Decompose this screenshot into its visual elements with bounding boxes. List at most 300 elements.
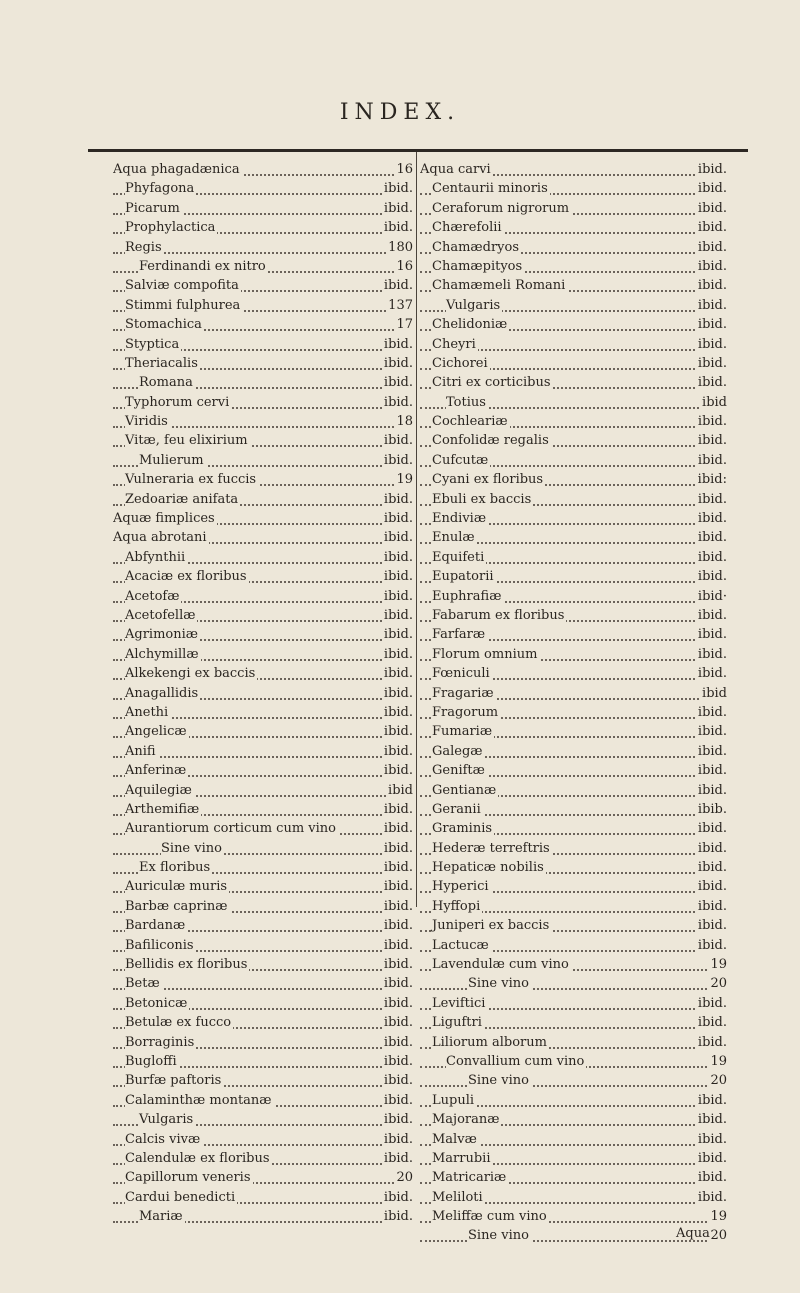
index-entry xyxy=(420,897,727,916)
index-entry xyxy=(113,1168,413,1187)
index-column-left xyxy=(113,160,413,1226)
index-entry xyxy=(113,664,413,683)
entry-page-ref: 20 xyxy=(394,1168,413,1187)
entry-term: Florum omnium xyxy=(432,645,539,664)
entry-term: Anferinæ xyxy=(125,761,188,780)
entry-term: Cochleariæ xyxy=(432,412,510,431)
entry-page-ref: ibid. xyxy=(382,1052,413,1071)
index-entry xyxy=(420,509,727,528)
entry-term: Euphrafiæ xyxy=(432,587,503,606)
entry-page-ref: ibid. xyxy=(696,625,727,644)
entry-page-ref: ibid. xyxy=(382,276,413,295)
entry-term: Chelidoniæ xyxy=(432,315,509,334)
index-entry xyxy=(113,645,413,664)
index-entry xyxy=(420,160,727,179)
index-entry xyxy=(113,897,413,916)
index-entry xyxy=(420,276,727,295)
entry-term: Stimmi fulphurea xyxy=(125,296,242,315)
entry-page-ref: ibid. xyxy=(696,1130,727,1149)
index-entry xyxy=(420,1013,727,1032)
index-entry xyxy=(113,1091,413,1110)
index-entry xyxy=(113,839,413,858)
entry-term: Geranii xyxy=(432,800,483,819)
entry-term: Aqua phagadænica xyxy=(113,160,242,179)
entry-page-ref: ibid. xyxy=(696,373,727,392)
entry-term: Agrimoniæ xyxy=(125,625,200,644)
entry-term: Bugloffi xyxy=(125,1052,179,1071)
entry-page-ref: ibid. xyxy=(696,1149,727,1168)
entry-term: Prophylactica xyxy=(125,218,217,237)
entry-page-ref: ibid. xyxy=(696,335,727,354)
entry-page-ref: 137 xyxy=(386,296,413,315)
index-entry xyxy=(420,373,727,392)
entry-term: Betulæ ex fucco xyxy=(125,1013,233,1032)
index-entry xyxy=(113,470,413,489)
entry-page-ref: ibid. xyxy=(696,490,727,509)
entry-page-ref: ibid. xyxy=(382,877,413,896)
entry-page-ref: ibid. xyxy=(696,412,727,431)
index-entry xyxy=(420,761,727,780)
entry-term: Lactucæ xyxy=(432,936,491,955)
index-entry xyxy=(113,587,413,606)
entry-term: Stomachica xyxy=(125,315,204,334)
entry-page-ref: ibid. xyxy=(382,509,413,528)
entry-term: Anifi xyxy=(125,742,158,761)
entry-term: Abfynthii xyxy=(125,548,187,567)
entry-page-ref: ibid. xyxy=(382,1033,413,1052)
entry-page-ref: ibid. xyxy=(382,335,413,354)
entry-page-ref: ibid. xyxy=(696,1110,727,1129)
entry-page-ref: 18 xyxy=(394,412,413,431)
entry-page-ref: 20 xyxy=(708,1071,727,1090)
index-entry xyxy=(420,451,727,470)
entry-term: Burfæ paftoris xyxy=(125,1071,223,1090)
entry-term: Chamæpityos xyxy=(432,257,524,276)
entry-page-ref: 20 xyxy=(708,1226,727,1245)
entry-term: Farfaræ xyxy=(432,625,487,644)
entry-term: Cheyri xyxy=(432,335,478,354)
entry-term: Calcis vivæ xyxy=(125,1130,202,1149)
index-entry xyxy=(113,994,413,1013)
index-entry xyxy=(113,335,413,354)
entry-page-ref: 16 xyxy=(394,160,413,179)
entry-page-ref: ibid. xyxy=(382,373,413,392)
entry-term: Phyfagona xyxy=(125,179,196,198)
entry-term: Barbæ caprinæ xyxy=(125,897,230,916)
entry-page-ref: ibid. xyxy=(382,354,413,373)
entry-page-ref: 20 xyxy=(708,974,727,993)
entry-page-ref: ibid. xyxy=(696,451,727,470)
entry-page-ref: ibid. xyxy=(696,722,727,741)
entry-term: Bellidis ex floribus xyxy=(125,955,249,974)
entry-page-ref: ibid. xyxy=(382,1110,413,1129)
entry-term: Anethi xyxy=(125,703,170,722)
index-entry xyxy=(420,1091,727,1110)
entry-term: Fœniculi xyxy=(432,664,492,683)
index-entry xyxy=(420,490,727,509)
index-entry xyxy=(420,1149,727,1168)
index-entry xyxy=(420,625,727,644)
index-entry xyxy=(420,1130,727,1149)
index-entry xyxy=(420,218,727,237)
entry-page-ref: ibid. xyxy=(696,839,727,858)
catchword: Aqua xyxy=(676,1226,710,1241)
index-entry xyxy=(420,199,727,218)
entry-term: Meliloti xyxy=(432,1188,485,1207)
entry-page-ref: ibid. xyxy=(696,315,727,334)
entry-page-ref: ibid. xyxy=(382,897,413,916)
entry-page-ref: ibid· xyxy=(696,587,727,606)
entry-term: Convallium cum vino xyxy=(446,1052,586,1071)
entry-page-ref: ibid. xyxy=(382,1071,413,1090)
entry-term: Citri ex corticibus xyxy=(432,373,553,392)
entry-page-ref: ibib. xyxy=(696,800,727,819)
entry-term: Ceraforum nigrorum xyxy=(432,199,571,218)
index-entry xyxy=(113,703,413,722)
index-entry xyxy=(113,490,413,509)
index-entry xyxy=(113,858,413,877)
index-entry xyxy=(113,1052,413,1071)
entry-term: Salviæ compofita xyxy=(125,276,241,295)
entry-term: Auriculæ muris xyxy=(125,877,229,896)
entry-term: Fragorum xyxy=(432,703,500,722)
entry-page-ref: ibid. xyxy=(382,839,413,858)
entry-term: Fragariæ xyxy=(432,684,496,703)
entry-page-ref: ibid. xyxy=(696,761,727,780)
entry-term: Bardanæ xyxy=(125,916,187,935)
entry-term: Liguftri xyxy=(432,1013,484,1032)
entry-page-ref: ibid. xyxy=(696,936,727,955)
index-entry xyxy=(113,974,413,993)
entry-term: Calendulæ ex floribus xyxy=(125,1149,272,1168)
column-divider xyxy=(416,152,417,907)
header-rule xyxy=(88,149,748,152)
index-entry xyxy=(420,567,727,586)
page-title: INDEX. xyxy=(339,100,461,125)
entry-term: Aqua carvi xyxy=(420,160,493,179)
index-entry xyxy=(420,315,727,334)
entry-page-ref: ibid. xyxy=(696,160,727,179)
entry-page-ref: ibid. xyxy=(382,994,413,1013)
entry-term: Enulæ xyxy=(432,528,477,547)
entry-page-ref: 17 xyxy=(394,315,413,334)
entry-page-ref: ibid. xyxy=(382,1013,413,1032)
entry-term: Equifeti xyxy=(432,548,486,567)
leader-dots xyxy=(420,1071,727,1087)
entry-term: Sine vino xyxy=(468,1071,531,1090)
index-entry xyxy=(113,238,413,257)
entry-page-ref: ibid. xyxy=(382,1149,413,1168)
entry-page-ref: ibid. xyxy=(696,1168,727,1187)
entry-page-ref: 180 xyxy=(386,238,413,257)
index-entry xyxy=(113,160,413,179)
index-entry xyxy=(113,1149,413,1168)
index-entry xyxy=(420,354,727,373)
entry-term: Hepaticæ nobilis xyxy=(432,858,546,877)
entry-term: Calaminthæ montanæ xyxy=(125,1091,274,1110)
entry-page-ref: ibid. xyxy=(696,819,727,838)
entry-term: Lavendulæ cum vino xyxy=(432,955,571,974)
entry-page-ref: ibid. xyxy=(696,1013,727,1032)
entry-page-ref: ibid. xyxy=(382,858,413,877)
index-entry xyxy=(113,276,413,295)
index-entry xyxy=(113,625,413,644)
entry-page-ref: ibid. xyxy=(382,431,413,450)
entry-term: Zedoariæ anifata xyxy=(125,490,240,509)
index-entry xyxy=(113,877,413,896)
entry-term: Aurantiorum corticum cum vino xyxy=(125,819,338,838)
entry-term: Ex floribus xyxy=(139,858,212,877)
entry-term: Viridis xyxy=(125,412,170,431)
entry-term: Fumariæ xyxy=(432,722,494,741)
entry-term: Cufcutæ xyxy=(432,451,490,470)
entry-term: Cyani ex floribus xyxy=(432,470,545,489)
index-entry xyxy=(420,819,727,838)
index-entry xyxy=(420,858,727,877)
entry-term: Regis xyxy=(125,238,164,257)
entry-term: Graminis xyxy=(432,819,494,838)
index-entry xyxy=(113,315,413,334)
entry-page-ref: ibid. xyxy=(696,179,727,198)
entry-term: Alkekengi ex baccis xyxy=(125,664,257,683)
index-entry xyxy=(113,509,413,528)
entry-term: Typhorum cervi xyxy=(125,393,231,412)
entry-term: Lupuli xyxy=(432,1091,476,1110)
entry-page-ref: ibid. xyxy=(382,761,413,780)
index-entry xyxy=(420,684,727,703)
index-entry xyxy=(420,1033,727,1052)
index-entry xyxy=(420,1207,727,1226)
entry-term: Centaurii minoris xyxy=(432,179,550,198)
entry-page-ref: ibid. xyxy=(696,354,727,373)
entry-page-ref: ibid. xyxy=(696,1091,727,1110)
entry-page-ref: ibid. xyxy=(696,916,727,935)
index-entry xyxy=(420,179,727,198)
entry-term: Aqua abrotani xyxy=(113,528,209,547)
entry-page-ref: ibid. xyxy=(696,509,727,528)
entry-term: Sine vino xyxy=(161,839,224,858)
entry-term: Arthemifiæ xyxy=(125,800,201,819)
entry-page-ref: ibid. xyxy=(696,567,727,586)
entry-page-ref: ibid. xyxy=(382,218,413,237)
index-entry xyxy=(113,742,413,761)
index-entry xyxy=(420,335,727,354)
entry-page-ref: ibid xyxy=(386,781,413,800)
entry-page-ref: ibid. xyxy=(696,645,727,664)
entry-term: Betonicæ xyxy=(125,994,189,1013)
entry-term: Juniperi ex baccis xyxy=(432,916,551,935)
index-entry xyxy=(420,470,727,489)
index-entry xyxy=(420,238,727,257)
index-entry xyxy=(113,955,413,974)
index-entry xyxy=(113,1207,413,1226)
entry-page-ref: ibid. xyxy=(382,974,413,993)
entry-page-ref: ibid. xyxy=(382,722,413,741)
entry-term: Alchymillæ xyxy=(125,645,201,664)
entry-page-ref: ibid. xyxy=(382,684,413,703)
entry-term: Acetofellæ xyxy=(125,606,197,625)
index-entry xyxy=(420,974,727,993)
entry-term: Picarum xyxy=(125,199,182,218)
index-entry xyxy=(420,722,727,741)
entry-term: Majoranæ xyxy=(432,1110,501,1129)
entry-term: Capillorum veneris xyxy=(125,1168,253,1187)
entry-term: Bafiliconis xyxy=(125,936,196,955)
entry-term: Sine vino xyxy=(468,974,531,993)
entry-page-ref: ibid. xyxy=(382,528,413,547)
entry-page-ref: ibid. xyxy=(382,1207,413,1226)
index-entry xyxy=(113,1013,413,1032)
index-entry xyxy=(113,257,413,276)
entry-page-ref: ibid. xyxy=(382,567,413,586)
entry-term: Gentianæ xyxy=(432,781,498,800)
entry-term: Leviftici xyxy=(432,994,487,1013)
entry-page-ref: ibid. xyxy=(382,645,413,664)
entry-page-ref: 16 xyxy=(394,257,413,276)
index-entry xyxy=(113,1130,413,1149)
index-entry xyxy=(113,431,413,450)
entry-page-ref: ibid xyxy=(700,393,727,412)
entry-page-ref: ibid. xyxy=(382,606,413,625)
entry-page-ref: ibid. xyxy=(696,276,727,295)
entry-page-ref: ibid. xyxy=(382,587,413,606)
entry-term: Meliffæ cum vino xyxy=(432,1207,549,1226)
entry-page-ref: ibid. xyxy=(382,625,413,644)
entry-page-ref: ibid. xyxy=(382,1091,413,1110)
index-entry xyxy=(113,567,413,586)
entry-term: Chamæmeli Romani xyxy=(432,276,567,295)
entry-page-ref: ibid. xyxy=(382,664,413,683)
entry-term: Anagallidis xyxy=(125,684,200,703)
index-entry xyxy=(113,296,413,315)
index-entry xyxy=(113,916,413,935)
entry-term: Vulgaris xyxy=(139,1110,195,1129)
entry-page-ref: ibid. xyxy=(696,1033,727,1052)
index-entry xyxy=(113,528,413,547)
index-entry xyxy=(113,722,413,741)
entry-page-ref: ibid. xyxy=(382,199,413,218)
entry-page-ref: ibid. xyxy=(696,877,727,896)
entry-term: Mulierum xyxy=(139,451,206,470)
index-entry xyxy=(113,179,413,198)
entry-page-ref: ibid. xyxy=(382,451,413,470)
entry-page-ref: ibid. xyxy=(696,858,727,877)
entry-page-ref: ibid. xyxy=(696,994,727,1013)
index-entry xyxy=(420,393,727,412)
entry-term: Hyffopi xyxy=(432,897,482,916)
index-entry xyxy=(420,994,727,1013)
entry-page-ref: ibid. xyxy=(696,199,727,218)
index-entry xyxy=(113,1110,413,1129)
entry-page-ref: ibid. xyxy=(696,781,727,800)
index-entry xyxy=(420,703,727,722)
entry-term: Theriacalis xyxy=(125,354,200,373)
entry-term: Cardui benedicti xyxy=(125,1188,237,1207)
entry-term: Aquilegiæ xyxy=(125,781,194,800)
entry-term: Vulgaris xyxy=(446,296,502,315)
index-entry xyxy=(420,877,727,896)
entry-page-ref: ibid. xyxy=(696,238,727,257)
entry-term: Hyperici xyxy=(432,877,491,896)
entry-term: Matricariæ xyxy=(432,1168,508,1187)
index-entry xyxy=(420,1188,727,1207)
entry-term: Eupatorii xyxy=(432,567,496,586)
index-entry xyxy=(113,1071,413,1090)
entry-page-ref: ibid. xyxy=(382,800,413,819)
index-entry xyxy=(420,606,727,625)
entry-page-ref: ibid. xyxy=(696,528,727,547)
index-entry xyxy=(113,761,413,780)
entry-page-ref: 19 xyxy=(708,1052,727,1071)
entry-term: Chamædryos xyxy=(432,238,521,257)
index-entry xyxy=(113,218,413,237)
entry-page-ref: ibid. xyxy=(696,431,727,450)
entry-page-ref: ibid. xyxy=(382,955,413,974)
index-entry xyxy=(420,742,727,761)
entry-term: Cichorei xyxy=(432,354,490,373)
entry-term: Aquæ fimplices xyxy=(113,509,217,528)
index-entry xyxy=(420,548,727,567)
entry-page-ref: ibid xyxy=(700,684,727,703)
entry-term: Vitæ, feu elixirium xyxy=(125,431,250,450)
index-entry xyxy=(420,1110,727,1129)
entry-term: Romana xyxy=(139,373,195,392)
entry-page-ref: ibid. xyxy=(696,897,727,916)
entry-term: Fabarum ex floribus xyxy=(432,606,566,625)
index-entry xyxy=(420,1071,727,1090)
entry-term: Chærefolii xyxy=(432,218,504,237)
index-entry xyxy=(113,1188,413,1207)
index-entry xyxy=(113,684,413,703)
index-entry xyxy=(420,412,727,431)
entry-page-ref: ibid. xyxy=(382,1130,413,1149)
index-entry xyxy=(113,451,413,470)
entry-page-ref: ibid. xyxy=(382,490,413,509)
entry-term: Hederæ terreftris xyxy=(432,839,552,858)
entry-page-ref: ibid. xyxy=(696,218,727,237)
entry-page-ref: 19 xyxy=(708,955,727,974)
leader-dots xyxy=(113,839,413,855)
entry-page-ref: ibid. xyxy=(696,296,727,315)
index-entry xyxy=(113,936,413,955)
index-entry xyxy=(420,936,727,955)
index-entry xyxy=(113,373,413,392)
index-entry xyxy=(420,1168,727,1187)
entry-page-ref: ibid. xyxy=(382,548,413,567)
entry-page-ref: ibid. xyxy=(696,548,727,567)
index-entry xyxy=(113,606,413,625)
entry-page-ref: ibid. xyxy=(696,703,727,722)
index-entry xyxy=(113,800,413,819)
index-entry xyxy=(420,257,727,276)
entry-page-ref: ibid. xyxy=(382,936,413,955)
index-entry xyxy=(113,354,413,373)
index-entry xyxy=(113,1033,413,1052)
index-entry xyxy=(420,781,727,800)
entry-page-ref: ibid. xyxy=(382,703,413,722)
entry-page-ref: ibid. xyxy=(382,916,413,935)
entry-term: Acetofæ xyxy=(125,587,181,606)
entry-term: Betæ xyxy=(125,974,162,993)
index-entry xyxy=(113,393,413,412)
entry-term: Sine vino xyxy=(468,1226,531,1245)
index-entry xyxy=(113,199,413,218)
entry-term: Galegæ xyxy=(432,742,485,761)
entry-page-ref: ibid. xyxy=(696,606,727,625)
entry-page-ref: ibid. xyxy=(696,257,727,276)
entry-term: Marrubii xyxy=(432,1149,493,1168)
index-entry xyxy=(113,781,413,800)
